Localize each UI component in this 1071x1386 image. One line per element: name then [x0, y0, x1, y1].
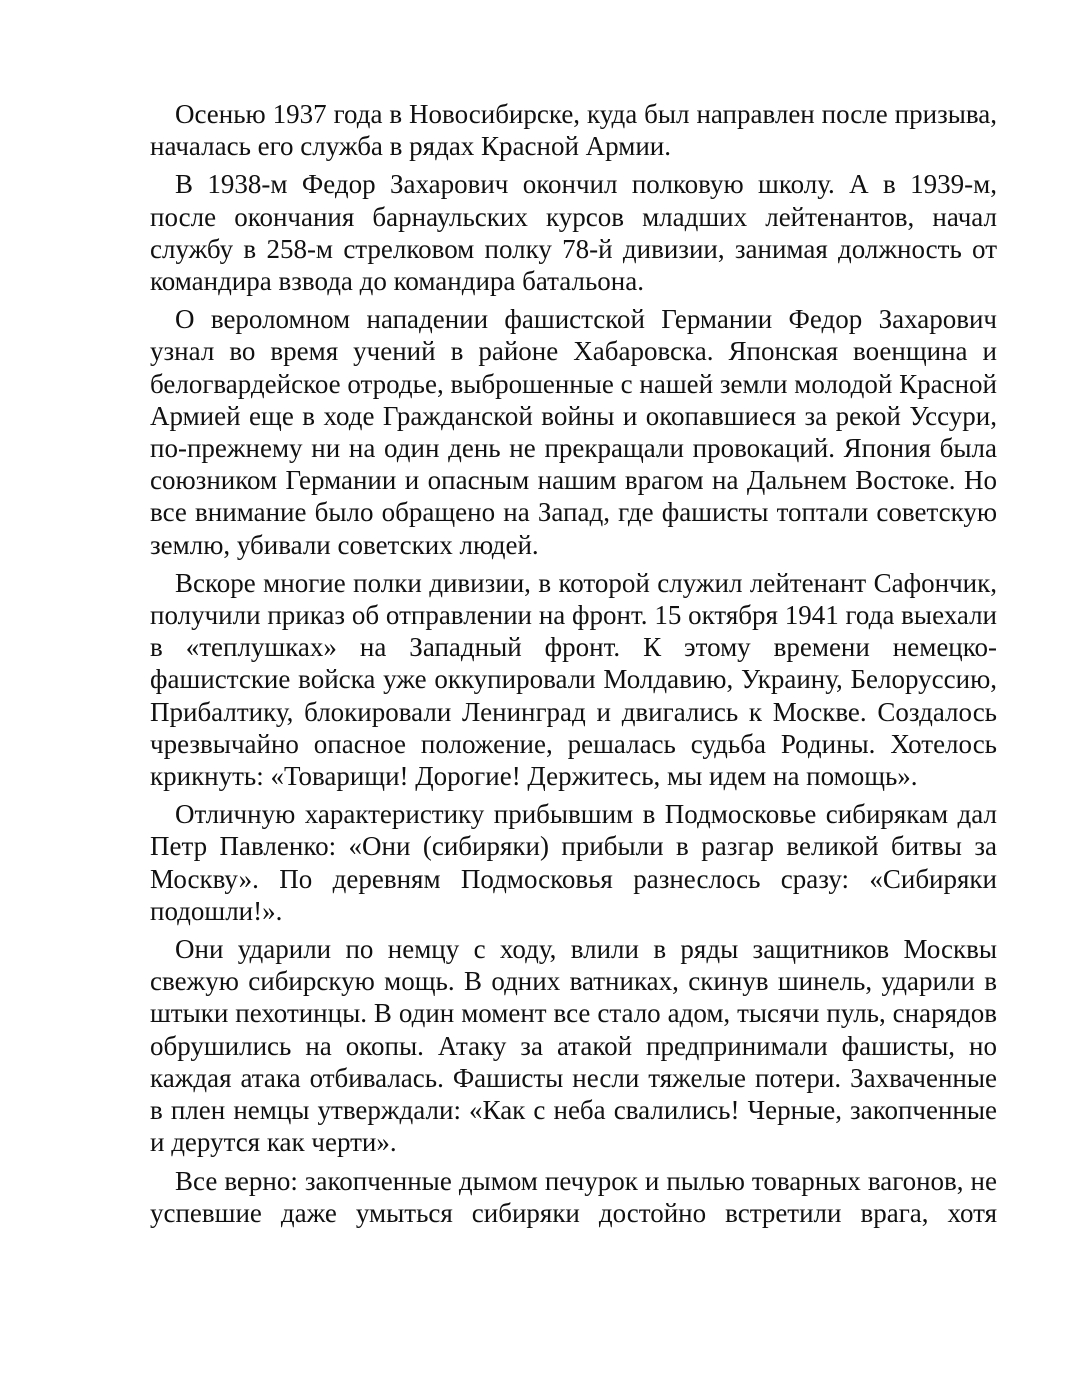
paragraph-1: Осенью 1937 года в Новосибирске, куда был направлен после призыва, началась его служба в рядах Красной Армии.	[150, 99, 997, 162]
paragraph-5: Отличную характеристику прибывшим в Подмосковье сибирякам дал Петр Павленко: «Они (сибиряки) прибыли в разгар великой битвы за Москву». По деревням Подмосковья разнеслось сразу: «Сибиряки подошли!».	[150, 799, 997, 926]
paragraph-3: О вероломном нападении фашистской Германии Федор Захарович узнал во время учений в районе Хабаровска. Японская военщина и белогвардейское отродье, выброшенные с нашей земли молодой Красной Армией еще в ходе Гражданской войны и окопавшиеся за рекой Уссури, по-прежнему ни на один день не прекращали провокаций. Япония была союзником Германии и опасным нашим врагом на Дальнем Востоке. Но все внимание было обращено на Запад, где фашисты топтали советскую землю, убивали советских людей.	[150, 304, 997, 560]
paragraph-4: Вскоре многие полки дивизии, в которой служил лейтенант Сафончик, получили приказ об отправлении на фронт. 15 октября 1941 года выехали в «теплушках» на Западный фронт. К этому времени немецко-фашистские войска уже оккупировали Молдавию, Украину, Белоруссию, Прибалтику, блокировали Ленинград и двигались к Москве. Создалось чрезвычайно опасное положение, решалась судьба Родины. Хотелось крикнуть: «Товарищи! Дорогие! Держитесь, мы идем на помощь».	[150, 567, 997, 792]
paragraph-2: В 1938-м Федор Захарович окончил полковую школу. А в 1939-м, после окончания барнаульских курсов младших лейтенантов, начал службу в 258-м стрелковом полку 78-й дивизии, занимая должность от командира взвода до командира батальона.	[150, 169, 997, 297]
document-page	[150, 98, 997, 1235]
paragraph-7: Все верно: закопченные дымом печурок и пылью товарных вагонов, не успевшие даже умыться сибиряки достойно встретили врага, хотя	[150, 1165, 997, 1228]
paragraph-6: Они ударили по немцу с ходу, влили в ряды защитников Москвы свежую сибирскую мощь. В одних ватниках, скинув шинель, ударили в штыки пехотинцы. В один момент все стало адом, тысячи пуль, снарядов обрушились на окопы. Атаку за атакой предпринимали фашисты, но каждая атака отбивалась. Фашисты несли тяжелые потери. Захваченные в плен немцы утверждали: «Как с неба свалились! Черные, закопченные и дерутся как черти».	[150, 934, 997, 1158]
